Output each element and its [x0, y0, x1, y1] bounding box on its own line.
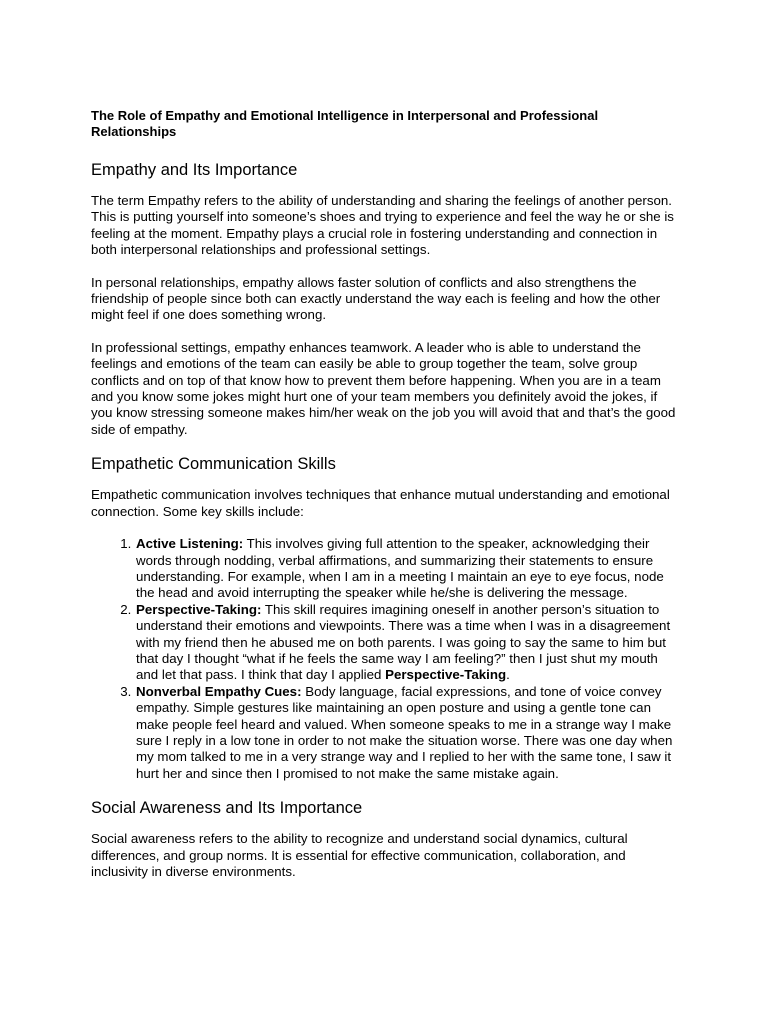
paragraph: The term Empathy refers to the ability of understanding and sharing the feelings of another person. This is putting yourself into someone’s shoes and trying to experience and feel the way he or she is feeling at the moment. Empathy plays a crucial role in fostering understanding and connection in both interpersonal relationships and professional settings.: [91, 193, 674, 258]
list-item-term: Active Listening:: [136, 536, 244, 552]
section-heading-empathy: Empathy and Its Importance: [91, 161, 298, 179]
list-item-text: This skill requires imagining oneself in another person’s situation to understand their emotions and viewpoints. There was a time when I was in a disagreement with my friend then he abused me on both parents. I was going to say the same to him but that day I thought “what if he feels the same way I am feeling?” then I just shut my mouth and let that pass. I think that day I applied: [136, 601, 671, 683]
paragraph: Empathetic communication involves techniques that enhance mutual understanding and emotional connection. Some key skills include:: [91, 487, 670, 519]
document-title: The Role of Empathy and Emotional Intelligence in Interpersonal and Professional Relationships: [91, 108, 599, 139]
list-item: [135, 536, 681, 602]
paragraph: In professional settings, empathy enhances teamwork. A leader who is able to understand the feelings and emotions of the team can easily be able to group together the team, solve group conflicts and on top of that know how to prevent them before happening. When you are in a team and you know some jokes might hurt one of your team members you definitely avoid the jokes, if you know stressing someone makes him/her weak on the job you will avoid that and that’s the good side of empathy.: [91, 339, 676, 437]
list-item: [135, 684, 681, 782]
list-item-text: This involves giving full attention to the speaker, acknowledging their words through nodding, verbal affirmations, and summarizing their statements to ensure understanding. For example, when I am in a meeting I maintain an eye to eye focus, node the head and avoid interrupting the speaker while he/she is delivering the message.: [136, 536, 664, 601]
section-social: [91, 798, 681, 880]
paragraph: Social awareness refers to the ability to recognize and understand social dynamics, cultural differences, and group norms. It is essential for effective communication, collaboration, and inclusivity in diverse environments.: [91, 831, 628, 879]
list-item: [135, 602, 681, 684]
document-page: [91, 108, 681, 896]
list-item-emphasis: Perspective-Taking: [385, 667, 507, 683]
section-heading-communication: Empathetic Communication Skills: [91, 455, 336, 474]
paragraph: In personal relationships, empathy allows faster solution of conflicts and also strengthens the friendship of people since both can exactly understand the way each is feeling and how the other might feel if one does something wrong.: [91, 274, 661, 323]
section-empathy: [91, 160, 681, 438]
section-communication: [91, 454, 681, 782]
list-item-text: Body language, facial expressions, and tone of voice convey empathy. Simple gestures like maintaining an open posture and using a gentle tone can make people feel heard and valued. When someone speaks to me in a strange way I make sure I reply in a low tone in order to not make the situation worse. There was one day when my mom talked to me in a very strange way and I replied to her with the same tone, I saw it hurt her and since then I promised to not make the same mistake again.: [136, 683, 673, 781]
section-heading-social: Social Awareness and Its Importance: [91, 799, 363, 818]
list-item-term: Perspective-Taking:: [136, 601, 262, 617]
list-item-term: Nonverbal Empathy Cues:: [136, 683, 302, 699]
list-item-tail: .: [506, 667, 510, 683]
skills-list: [91, 536, 681, 782]
